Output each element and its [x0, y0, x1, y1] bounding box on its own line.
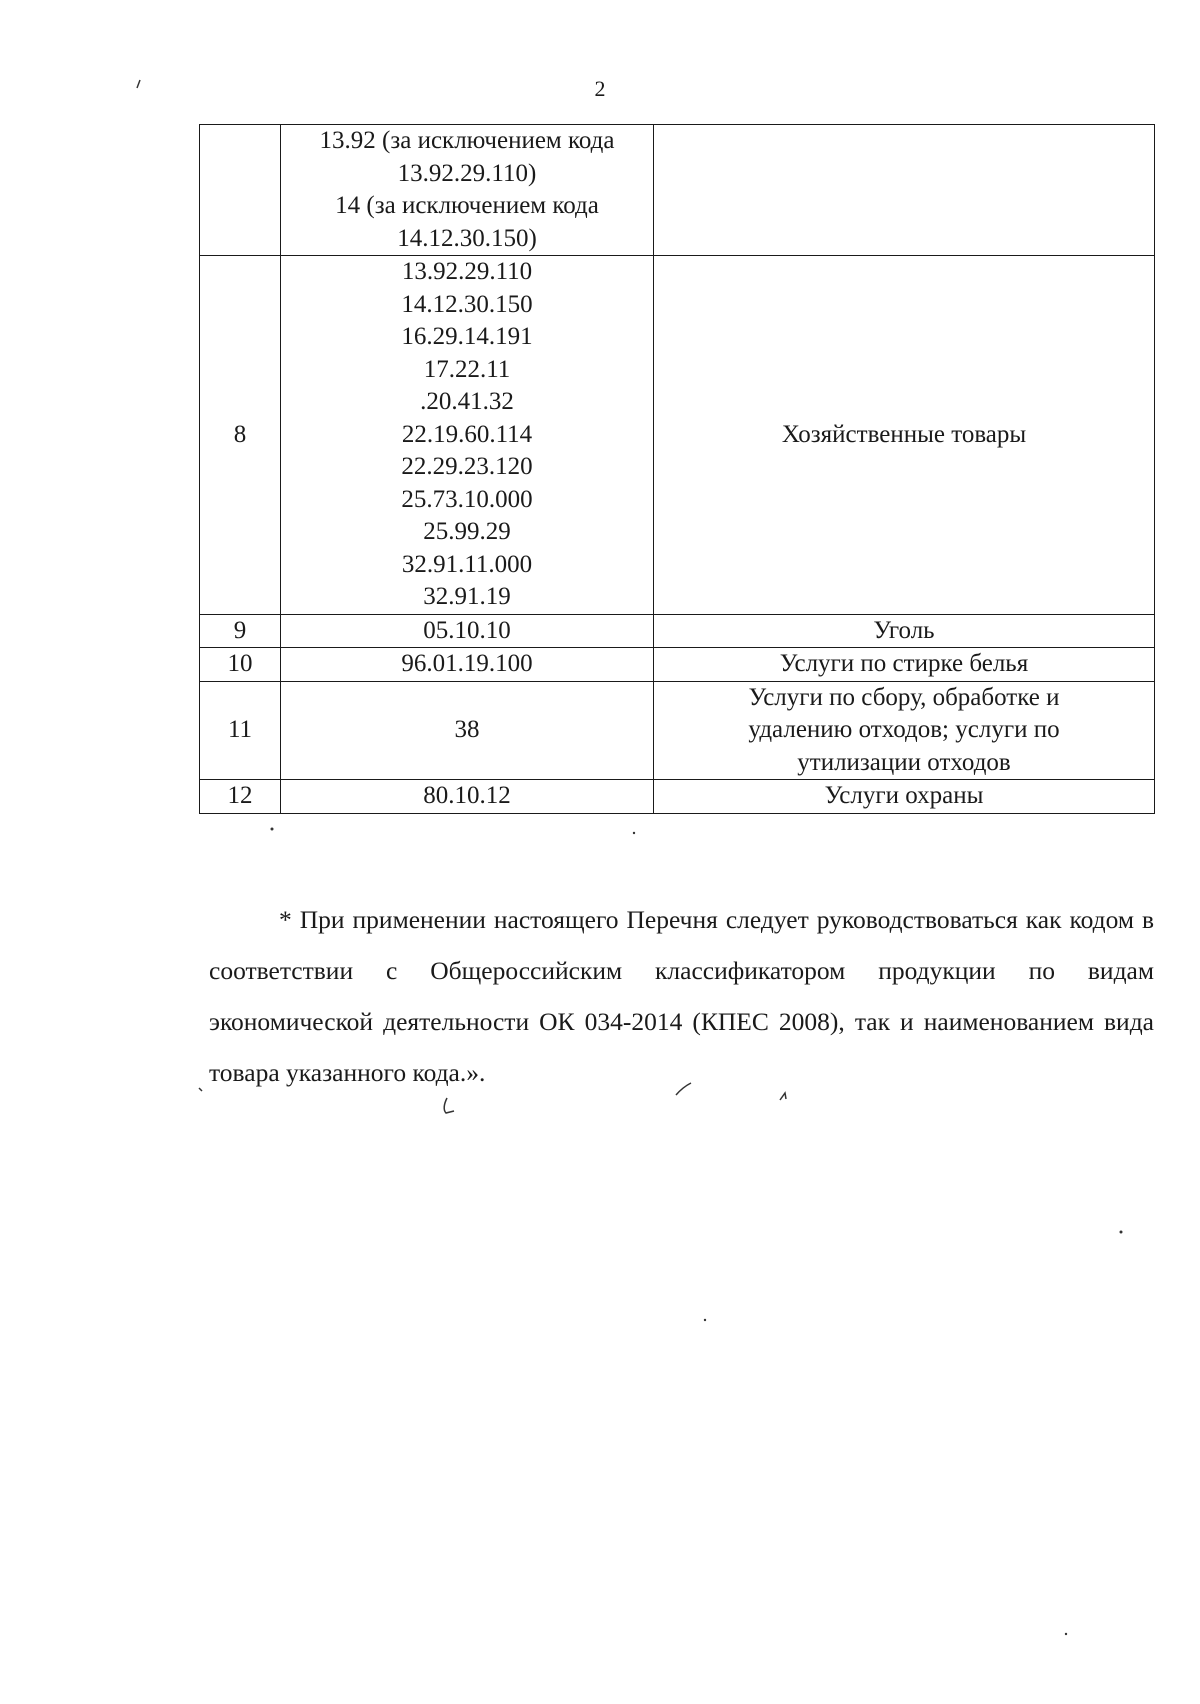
name-line: Услуги по сбору, обработке и: [748, 683, 1060, 711]
code-cell: [281, 614, 654, 648]
code-cell: [281, 681, 654, 780]
scan-speck: [1065, 1633, 1067, 1635]
code-line: 32.91.19: [423, 583, 511, 610]
code-cell: [281, 256, 654, 615]
table-row: [200, 125, 1155, 256]
scan-speck: [704, 1319, 706, 1321]
code-line: 38: [454, 716, 480, 743]
code-line: 14 (за исключением кода: [335, 192, 599, 219]
row-number-cell: 12: [200, 780, 281, 814]
table-row: [200, 780, 1155, 814]
codes-table: [199, 124, 1155, 814]
table-row: [200, 681, 1155, 780]
code-line: .20.41.32: [420, 388, 514, 415]
name-line: Услуги по стирке белья: [779, 650, 1029, 677]
code-line: 13.92 (за исключением кода: [319, 127, 615, 154]
row-number-cell: 11: [200, 681, 281, 780]
scan-speck: [271, 828, 274, 831]
code-cell: [281, 780, 654, 814]
table-row: [200, 648, 1155, 682]
code-line: 25.73.10.000: [401, 485, 533, 513]
code-cell: [281, 648, 654, 682]
code-line: 14.12.30.150: [401, 290, 533, 318]
name-cell: [654, 780, 1155, 814]
name-line: Услуги охраны: [824, 782, 984, 809]
row-number-cell: 10: [200, 648, 281, 682]
code-line: 96.01.19.100: [401, 650, 533, 677]
page-number: 2: [594, 76, 606, 101]
code-line: 14.12.30.150): [397, 224, 537, 252]
code-line: 13.92.29.110: [401, 258, 533, 285]
name-line: удалению отходов; услуги по: [748, 716, 1060, 743]
scan-speck: [1120, 1231, 1123, 1234]
name-cell: [654, 125, 1155, 256]
name-cell: [654, 648, 1155, 682]
code-line: 25.99.29: [423, 518, 511, 545]
name-line: Уголь: [873, 616, 935, 644]
name-cell: [654, 256, 1155, 615]
scan-speck: [444, 1098, 454, 1113]
code-line: 17.22.11: [423, 355, 511, 383]
code-line: 16.29.14.191: [401, 323, 533, 350]
code-line: 13.92.29.110): [397, 159, 537, 187]
row-number-cell: 8: [200, 256, 281, 615]
row-number-cell: 9: [200, 614, 281, 648]
scan-speck: [199, 1088, 202, 1091]
scan-speck: [633, 832, 635, 834]
code-line: 80.10.12: [423, 782, 511, 809]
code-line: 32.91.11.000: [401, 550, 533, 578]
name-cell: [654, 681, 1155, 780]
row-number-cell: [200, 125, 281, 256]
code-line: 05.10.10: [423, 616, 511, 644]
code-cell: [281, 125, 654, 256]
table-row: [200, 256, 1155, 615]
code-line: 22.19.60.114: [401, 420, 533, 448]
footnote-paragraph: * При применении настоящего Перечня следует руководствоваться как кодом в соответствии с Общероссийским классификатором продукции по видам экономической деятельности ОК 034-2014 (КПЕС 2008), так и наименованием вида товара указанного кода.».: [209, 904, 1154, 1087]
table-row: [200, 614, 1155, 648]
name-line: Хозяйственные товары: [781, 420, 1027, 448]
name-line: утилизации отходов: [797, 748, 1011, 776]
code-line: 22.29.23.120: [401, 453, 533, 480]
name-cell: [654, 614, 1155, 648]
